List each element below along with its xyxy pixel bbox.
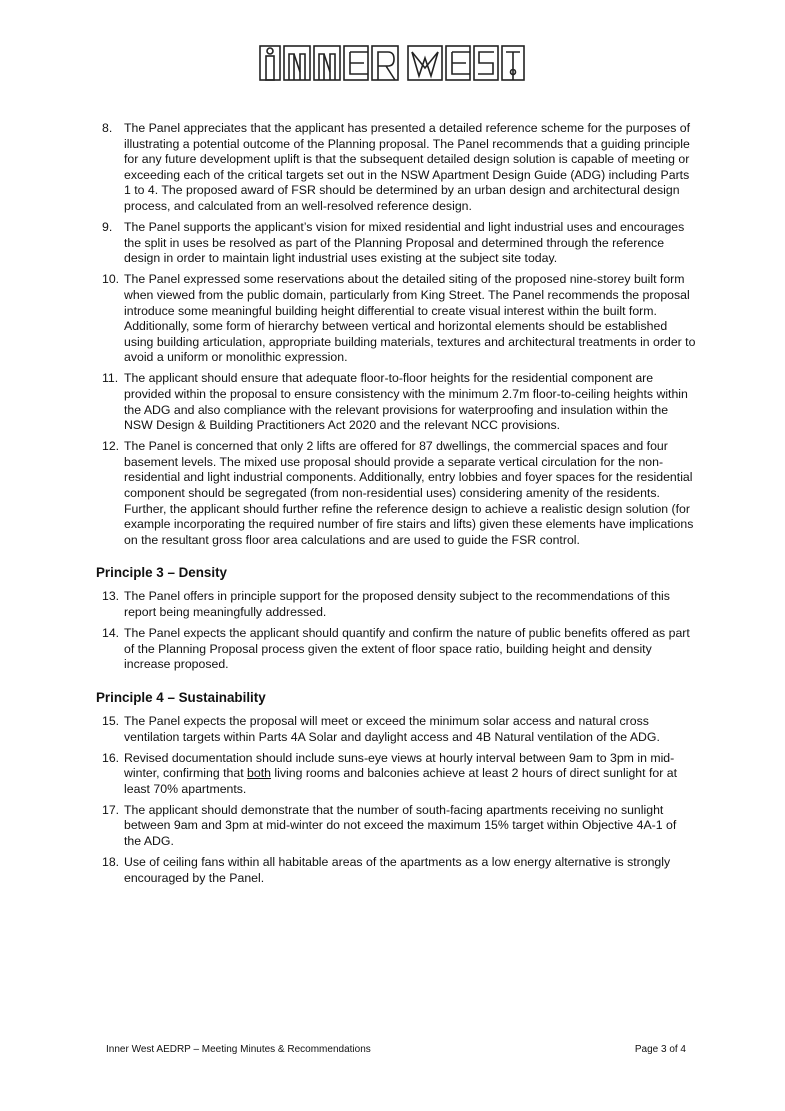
list-item: [96, 220, 696, 267]
list-item: [96, 371, 696, 433]
item-text: The Panel supports the applicant’s vision for mixed residential and light industrial uses and encourages the split in uses be resolved as part of the Planning Proposal and determined through the reference design in order to maintain light industrial uses existing at the subject site today.: [124, 220, 685, 266]
item-number: 12.: [102, 439, 120, 454]
item-number: 9.: [102, 220, 113, 235]
section-heading-density: Principle 3 – Density: [96, 565, 227, 581]
item-number: 8.: [102, 121, 113, 135]
item-text: Use of ceiling fans within all habitable areas of the apartments as a low energy alternative is strongly encouraged by the Panel.: [124, 855, 671, 885]
item-number: 10.: [102, 272, 120, 287]
item-text: The Panel expects the applicant should quantify and confirm the nature of public benefits offered as part of the Planning Proposal process given the extent of floor space ratio, building height and density increase proposed.: [124, 626, 690, 672]
list-item: [96, 589, 696, 620]
list-item: [96, 714, 696, 745]
footer-title: Inner West AEDRP – Meeting Minutes & Recommendations: [106, 1044, 371, 1055]
item-text: The Panel expressed some reservations about the detailed siting of the proposed nine-storey built form when viewed from the public domain, particularly from King Street. The Panel recommends the proposal introduce some meaningful building height differential to create visual interest within the built form. Additionally, some form of hierarchy between vertical and horizontal elements should be established using building articulation, appropriate building materials, textures and architectural treatments in order to avoid a uniform or monolithic expression.: [124, 272, 696, 365]
item-text: [124, 751, 696, 798]
list-item: [96, 439, 696, 548]
item-number: 16.: [102, 750, 120, 765]
item-number: 11.: [102, 371, 119, 386]
list-item: [96, 121, 696, 215]
list-item: [96, 272, 696, 366]
underlined-word: both: [247, 766, 271, 781]
list-item: [96, 855, 696, 886]
item-number: 18.: [102, 855, 120, 870]
item-number: 17.: [102, 802, 120, 817]
item-text: The Panel is concerned that only 2 lifts are offered for 87 dwellings, the commercial spaces and four basement levels. The mixed use proposal should provide a separate vertical circulation for the non-residential and light industrial components. Additionally, entry lobbies and foyer spaces for the residential component should be segregated (from non-residential uses) considering amenity of the residents. Further, the applicant should further refine the reference design to achieve a realistic design solution (for example incorporating the required number of fire stairs and lifts) given these elements have implications on the resultant gross floor area calculations and are used to guide the FSR control.: [124, 439, 694, 547]
item-text-pre: Revised documentation should include suns-eye views at hourly interval between 9am to 3pm in mid-winter, confirming that: [124, 750, 675, 781]
list-item: [96, 803, 696, 850]
item-text: The Panel expects the proposal will meet or exceed the minimum solar access and natural cross ventilation targets within Parts 4A Solar and daylight access and 4B Natural ventilation of the ADG.: [124, 713, 660, 744]
item-text: The Panel appreciates that the applicant has presented a detailed reference scheme for the purposes of illustrating a potential outcome of the Planning proposal. The Panel recommends that a guiding principle for any future development uplift is that the subsequent detailed design solution is capable of meeting or exceeding each of the critical targets set out in the NSW Apartment Design Guide (ADG) including Parts 1 to 4. The proposed award of FSR should be determined by an urban design and architectural design process, and calculated from an well-resolved reference design.: [124, 121, 691, 213]
page-footer: [106, 1044, 686, 1055]
inner-west-logo: [258, 42, 526, 84]
item-text: The applicant should demonstrate that the number of south-facing apartments receiving no sunlight between 9am and 3pm at mid-winter do not exceed the maximum 15% target within Objective 4A-1 of the ADG.: [124, 802, 677, 849]
item-text-post: living rooms and balconies achieve at least 2 hours of direct sunlight for at least 70% apartments.: [124, 766, 677, 796]
item-text: The Panel offers in principle support for the proposed density subject to the recommendations of this report being meaningfully addressed.: [124, 589, 670, 620]
section-heading-sustainability: Principle 4 – Sustainability: [96, 689, 266, 705]
list-item: [96, 626, 696, 673]
list-item: [96, 751, 696, 798]
item-number: 14.: [102, 626, 120, 641]
minutes-content: [96, 121, 696, 892]
page-number: Page 3 of 4: [634, 1044, 686, 1055]
item-number: 15.: [102, 713, 120, 728]
item-number: 13.: [102, 589, 120, 604]
item-text: The applicant should ensure that adequate floor-to-floor heights for the residential component are provided within the proposal to ensure consistency with the minimum 2.7m floor-to-ceiling heights within the ADG and also compliance with the relevant provisions for waterproofing and insulation within the NSW Design & Building Practitioners Act 2020 and the relevant NCC provisions.: [124, 371, 688, 433]
